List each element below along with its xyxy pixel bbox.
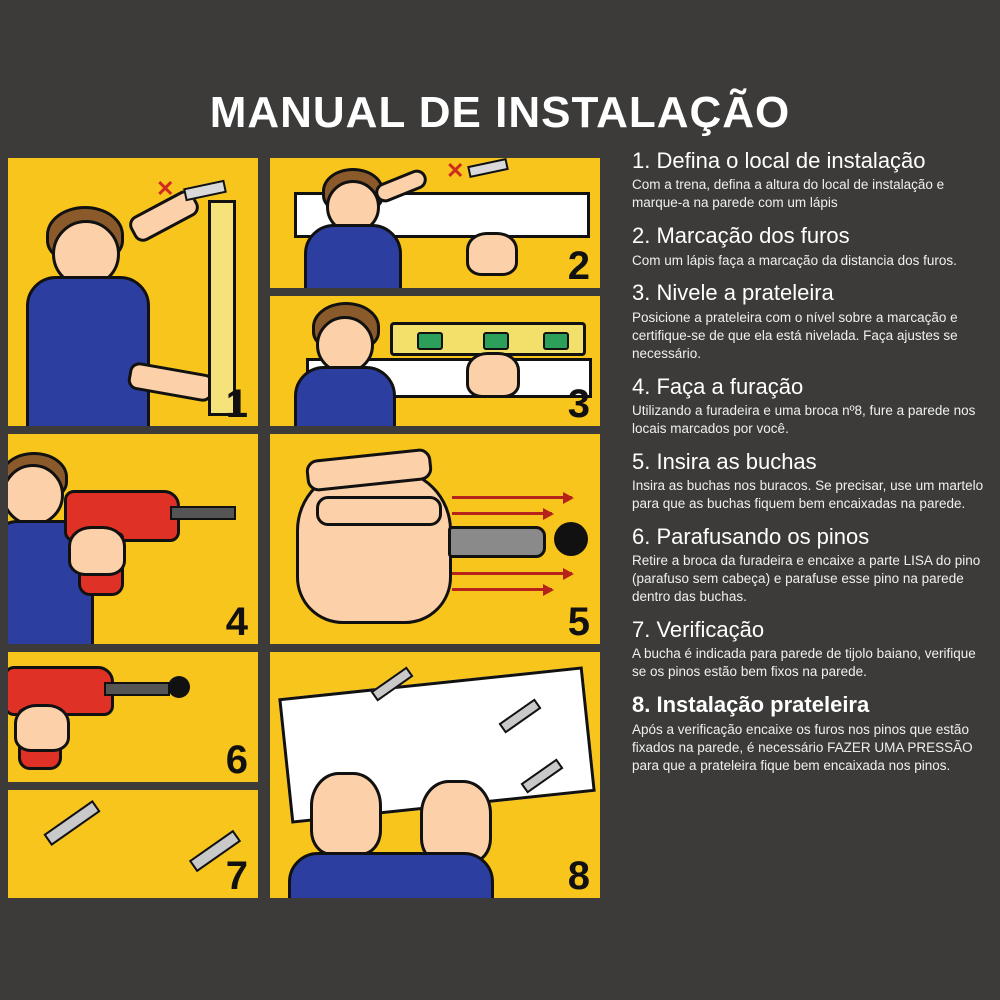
step-item-3 [632,280,992,362]
panel-number: 3 [567,382,590,426]
head-shape [8,464,64,526]
step-title: 8. Instalação prateleira [632,692,870,718]
wall-hole-shape [554,522,588,556]
step-title: 7. Verificação [632,617,765,643]
hand-shape [14,704,70,752]
hand-shape [310,772,382,856]
step-item-1 [632,148,992,212]
hand-shape [466,352,520,398]
step-title: 2. Marcação dos furos [632,223,850,249]
step-body: Retire a broca da furadeira e encaixe a parte LISA do pino (parafuso sem cabeça) e parafuse esse pino na parede dentro das buchas. [632,553,981,605]
mark-x-icon: ✕ [156,176,175,201]
panel-6 [8,652,258,782]
torso-shape [304,224,402,288]
pencil-shape [183,180,227,201]
hand-shape [296,468,452,624]
panel-number: 4 [225,600,248,644]
level-vial-right [543,332,569,350]
level-vial-left [417,332,443,350]
drill-bit-shape [104,682,170,696]
torso-shape [26,276,150,426]
step-body: Com a trena, defina a altura do local de instalação e marque-a na parede com um lápis [632,177,945,211]
step-title: 5. Insira as buchas [632,448,817,474]
hand-shape [466,232,518,276]
wall-anchor-shape [448,526,546,558]
panel-1 [8,158,258,426]
step-body: Posicione a prateleira com o nível sobre a marcação e certifique-se de que ela está nivelada. Faça ajustes se necessário. [632,309,958,361]
panel-7 [8,790,258,898]
drill-bit-shape [170,506,236,520]
panel-number: 2 [567,244,590,288]
step-title: 3. Nivele a prateleira [632,280,834,306]
step-body: Após a verificação encaixe os furos nos pinos que estão fixados na parede, é necessário FAZER UMA PRESSÃO para que a prateleira fique bem encaixada nos pinos. [632,721,973,773]
step-item-5 [632,449,992,513]
step-item-2 [632,223,992,269]
torso-shape [288,852,494,898]
panel-4 [8,434,258,644]
step-item-6 [632,524,992,606]
arrow-icon [452,572,572,575]
hand-shape [68,526,126,576]
step-item-8 [632,692,992,774]
arrow-icon [452,512,552,515]
arrow-icon [452,588,552,591]
panel-8 [270,652,600,898]
panel-3 [270,296,600,426]
spirit-level-shape [390,322,586,356]
level-vial-center [483,332,509,350]
step-title: 6. Parafusando os pinos [632,524,870,550]
panel-2 [270,158,600,288]
step-body: A bucha é indicada para parede de tijolo baiano, verifique se os pinos estão bem fixos na parede. [632,646,976,680]
panel-number: 8 [567,854,590,898]
mark-x-icon: ✕ [446,158,465,183]
step-item-4 [632,374,992,438]
panel-number: 7 [225,854,248,898]
panel-5 [270,434,600,644]
pencil-shape [467,158,509,178]
illustration-grid [8,158,608,898]
finger-shape [316,496,442,526]
step-body: Com um lápis faça a marcação da distancia dos furos. [632,252,957,268]
pin-shape [43,800,100,846]
step-title: 1. Defina o local de instalação [632,148,926,173]
panel-number: 1 [225,382,248,426]
step-body: Utilizando a furadeira e uma broca nº8, fure a parede nos locais marcados por você. [632,402,976,436]
step-item-7 [632,617,992,681]
arrow-icon [452,496,572,499]
torso-shape [294,366,396,426]
step-body: Insira as buchas nos buracos. Se precisar, use um martelo para que as buchas fiquem bem encaixadas na parede. [632,478,984,512]
steps-list [632,148,992,786]
page-title: MANUAL DE INSTALAÇÃO [209,88,791,137]
wall-hole-shape [168,676,190,698]
step-title: 4. Faça a furação [632,373,804,399]
panel-number: 5 [567,600,590,644]
panel-number: 6 [225,738,248,782]
